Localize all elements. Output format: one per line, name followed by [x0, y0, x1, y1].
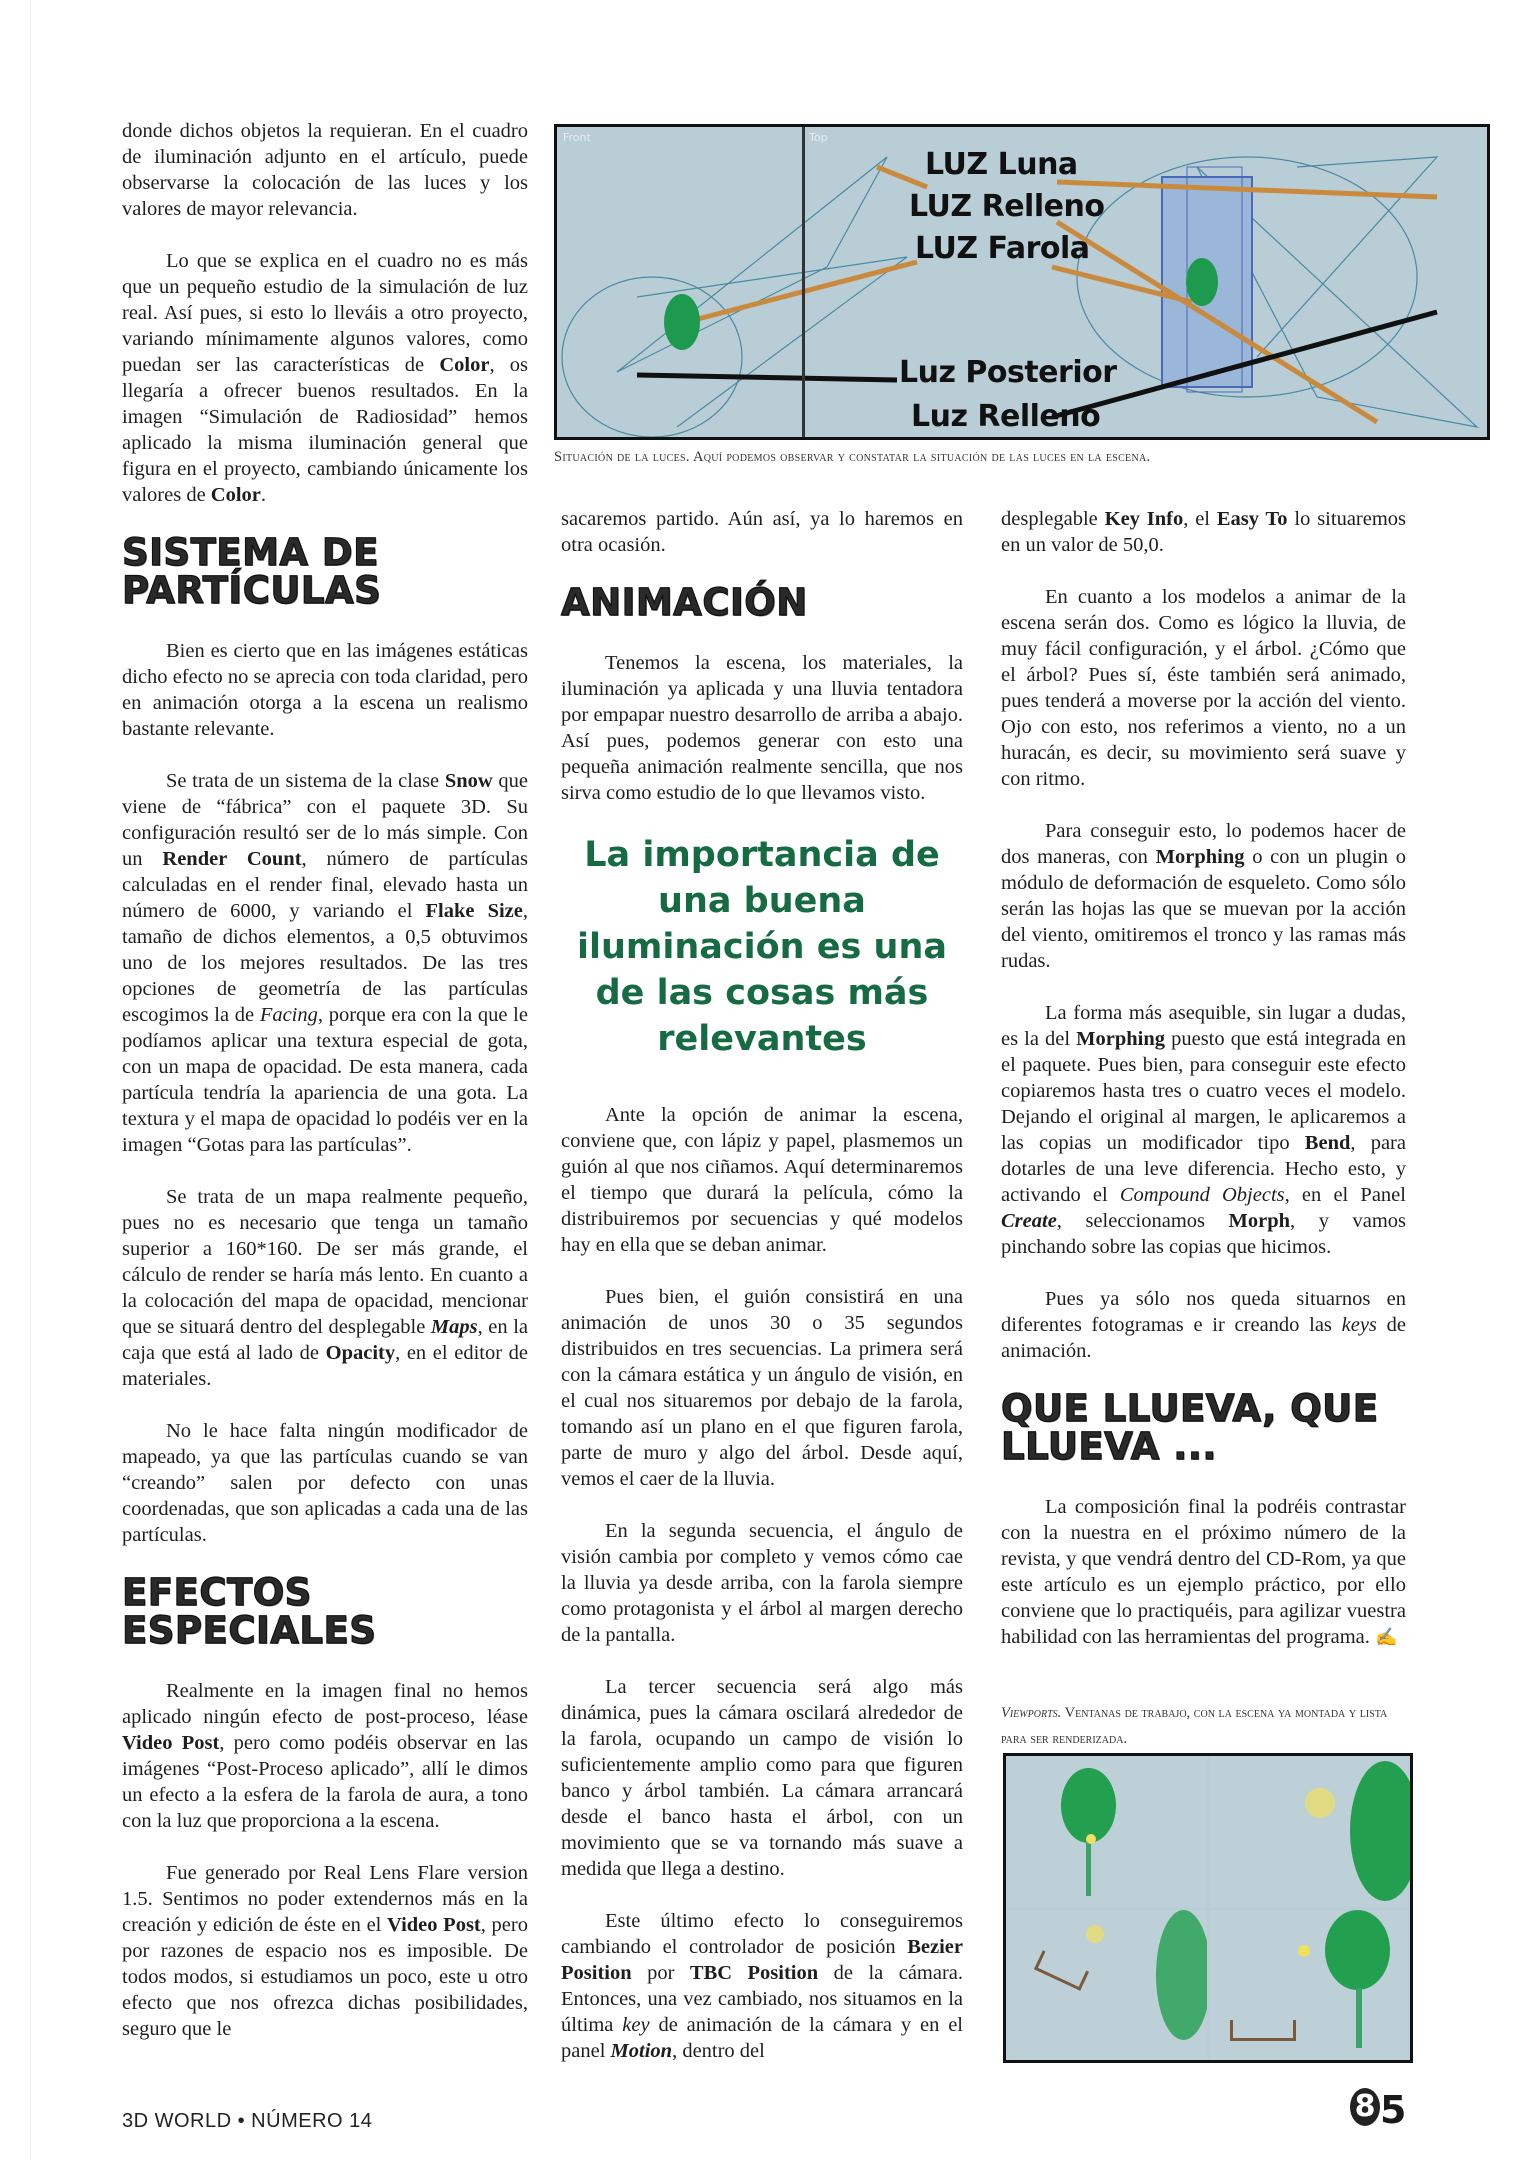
tree-icon: [1350, 1761, 1411, 1901]
paragraph: Se trata de un mapa realmente pequeño, pues no es necesario que tenga un tamaño superior a 160*160. De ser más grande, el cálculo de render se haría más lento. En cuanto a la colocación del mapa de opacidad, mencionar que se situará dentro del desplegable Maps, en la caja que está al lado de Opacity, en el editor de materiales.: [122, 1186, 529, 1390]
paragraph: Pues bien, el guión consistirá en una animación de unos 30 o 35 segundos distribuidos en tres secuencias. La primera será con la cámara estática y un ángulo de visión, en el cual nos situaremos por debajo de la farola, tomando así un plano en el que figuren farola, parte de muro y algo del árbol. Desde aquí, vemos el caer de la lluvia.: [561, 1286, 963, 1490]
label-luz-relleno-top: LUZ Relleno: [909, 189, 1105, 224]
paragraph: Pues ya sólo nos queda situarnos en diferentes fotogramas e ir creando las keys de animación.: [1001, 1288, 1406, 1362]
paragraph: donde dichos objetos la requieran. En el cuadro de iluminación adjunto en el artículo, puede observarse la colocación de las luces y los valores de mayor relevancia.: [122, 120, 528, 220]
column-2: [561, 506, 963, 2090]
page-edge: [0, 0, 31, 2160]
label-luz-posterior: Luz Posterior: [899, 355, 1117, 390]
tree-icon: [1325, 1910, 1390, 1990]
lamp-icon: [1086, 1925, 1104, 1943]
tree-icon: [1061, 1768, 1116, 1843]
figure-caption-viewports: Viewports. Ventanas de trabajo, con la escena ya montada y lista para ser renderizada.: [1001, 1705, 1388, 1747]
paragraph: Realmente en la imagen final no hemos aplicado ningún efecto de post-proceso, léase Video Post, pero como podéis observar en las imágenes “Post-Proceso aplicado”, allí le dimos un efecto a la esfera de la farola de aura, a tono con la luz que proporciona a la escena.: [122, 1680, 528, 1832]
viewport-bottom-right: [1210, 1910, 1411, 2061]
section-heading-animacion: ANIMACIÓN: [561, 581, 808, 624]
viewports-image: [1003, 1753, 1413, 2063]
paragraph: sacaremos partido. Aún así, ya lo haremos en otra ocasión.: [561, 508, 963, 556]
tree-icon: [1156, 1910, 1207, 2040]
paragraph: La composición final la podréis contrastar con la nuestra en el próximo número de la revista, y que vendrá dentro del CD-Rom, ya que este artículo es un ejemplo práctico, por ello conviene que lo practiquéis, para agilizar vuestra habilidad con las herramientas del programa. ✍: [1001, 1496, 1406, 1648]
paragraph: Este último efecto lo conseguiremos cambiando el controlador de posición Bezier Position por TBC Position de la cámara. Entonces, una vez cambiado, nos situamos en la última key de animación de la cámara y en el panel Motion, dentro del: [561, 1910, 964, 2062]
end-of-article-icon: ✍: [1375, 1627, 1398, 1647]
lights-diagram-image: [554, 124, 1490, 440]
section-heading-particulas: SISTEMA DE PARTÍCULAS: [122, 531, 382, 612]
paragraph: Fue generado por Real Lens Flare version 1.5. Sentimos no poder extendernos más en la creación y edición de éste en el Video Post, pero por razones de espacio nos es imposible. De todos modos, si estudiamos un poco, este u otro efecto que nos ofrezca dichas posibilidades, seguro que le: [122, 1862, 528, 2040]
section-heading-que-llueva: QUE LLUEVA, QUE LLUEVA ...: [1001, 1387, 1379, 1468]
paragraph: Tenemos la escena, los materiales, la iluminación ya aplicada y una lluvia tentadora por empapar nuestro desarrollo de arriba a abajo. Así pues, podemos generar con esto una pequeña animación realmente sencilla, que nos sirva como estudio de lo que llevamos visto.: [561, 652, 963, 804]
paragraph: La forma más asequible, sin lugar a dudas, es la del Morphing puesto que está integrada en el paquete. Pues bien, para conseguir este efecto copiaremos hasta tres o cuatro veces el modelo. Dejando el original al margen, le aplicaremos a las copias un modificador tipo Bend, para dotarles de una leve diferencia. Hecho esto, y activando el Compound Objects, en el Panel Create, seleccionamos Morph, y vamos pinchando sobre las copias que hicimos.: [1001, 1002, 1407, 1258]
bench-icon: [1034, 1950, 1089, 1991]
paragraph: Lo que se explica en el cuadro no es más que un pequeño estudio de la simulación de luz real. Así pues, si esto lo lleváis a otro proyecto, variando mínimamente algunos valores, como puedan ser las características de Color, os llegaría a ofrecer buenos resultados. En la imagen “Simulación de Radiosidad” hemos aplicado la misma iluminación general que figura en el proyecto, cambiando únicamente los valores de Color.: [122, 250, 528, 506]
paragraph: Ante la opción de animar la escena, conviene que, con lápiz y papel, plasmemos un guión al que nos ciñamos. Aquí determinaremos el tiempo que durará la película, cómo la distribuiremos por secuencias y qué modelos hay en ella que se deban animar.: [561, 1104, 963, 1256]
trunk: [1086, 1841, 1091, 1896]
paragraph: Se trata de un sistema de la clase Snow que viene de “fábrica” con el paquete 3D. Su configuración resultó ser de lo más simple. Con un Render Count, número de partículas calculadas en el render final, elevado hasta un número de 6000, y variando el Flake Size, tamaño de dichos elementos, a 0,5 obtuvimos uno de los mejores resultados. De las tres opciones de geometría de las partículas escogimos la de Facing, porque era con la que le podíamos aplicar una textura especial de gota, con un mapa de opacidad. De esta manera, cada partícula tendría la apariencia de una gota. La textura y el mapa de opacidad lo podéis ver en la imagen “Gotas para las partículas”.: [122, 770, 529, 1156]
viewport-top-right: [1210, 1756, 1411, 1907]
column-3: [1001, 506, 1406, 1676]
paragraph: Bien es cierto que en las imágenes estáticas dicho efecto no se aprecia con toda claridad, pero en animación otorga a la escena un realismo bastante relevante.: [122, 640, 528, 740]
viewport-bottom-left: [1006, 1910, 1207, 2061]
column-1: [122, 118, 528, 2068]
viewport-divider: [802, 127, 805, 437]
page-number: 8 5: [1350, 2088, 1406, 2132]
viewport-top-left: [1006, 1756, 1207, 1907]
lamp-icon: [1298, 1945, 1310, 1957]
lamp-icon: [1305, 1788, 1335, 1818]
label-luz-relleno-bottom: Luz Relleno: [911, 399, 1101, 434]
paragraph: No le hace falta ningún modificador de mapeado, ya que las partículas cuando se van “creando” salen por defecto con unas coordenadas, que son aplicadas a cada una de las partículas.: [122, 1420, 528, 1546]
section-heading-efectos: EFECTOS ESPECIALES: [122, 1571, 377, 1652]
paragraph: La tercer secuencia será algo más dinámica, pues la cámara oscilará alrededor de la farola, ocupando un campo de visión lo suficientemente amplio como para que figuren banco y árbol también. La cámara arrancará desde el banco hasta el árbol, con un movimiento que se va tornando más suave a medida que llega a destino.: [561, 1676, 963, 1880]
trunk: [1356, 1988, 1362, 2048]
viewport-label-front: Front: [563, 131, 591, 144]
magazine-footer: 3D WORLD • NÚMERO 14: [122, 2110, 373, 2132]
bench-icon: [1230, 2020, 1296, 2041]
viewport-label-top: Top: [809, 131, 828, 144]
figure-caption-lights: Situación de la luces. Aquí podemos observar y constatar la situación de las luces en la escena.: [554, 449, 1151, 465]
paragraph: Para conseguir esto, lo podemos hacer de dos maneras, con Morphing o con un plugin o módulo de deformación de esqueleto. Como sólo serán las hojas las que se muevan por la acción del viento, omitiremos el tronco y las ramas más rudas.: [1001, 820, 1406, 972]
paragraph: desplegable Key Info, el Easy To lo situaremos en un valor de 50,0.: [1001, 508, 1407, 556]
paragraph: En la segunda secuencia, el ángulo de visión cambia por completo y vemos cómo cae la lluvia ya desde arriba, con la farola siempre como protagonista y el árbol al margen derecho de la pantalla.: [561, 1520, 963, 1646]
label-luz-farola: LUZ Farola: [915, 231, 1090, 266]
lamp-icon: [1086, 1834, 1096, 1844]
pull-quote: La importancia de una buena iluminación es una de las cosas más relevantes: [576, 835, 947, 1059]
paragraph: En cuanto a los modelos a animar de la escena serán dos. Como es lógico la lluvia, de muy fácil configuración, y el árbol. ¿Cómo que el árbol? Pues sí, éste también será animado, pues tenderá a moverse por la acción del viento. Ojo con esto, nos referimos a viento, no a un huracán, es decir, su movimiento será suave y con ritmo.: [1001, 586, 1406, 790]
label-luz-luna: LUZ Luna: [925, 147, 1078, 182]
